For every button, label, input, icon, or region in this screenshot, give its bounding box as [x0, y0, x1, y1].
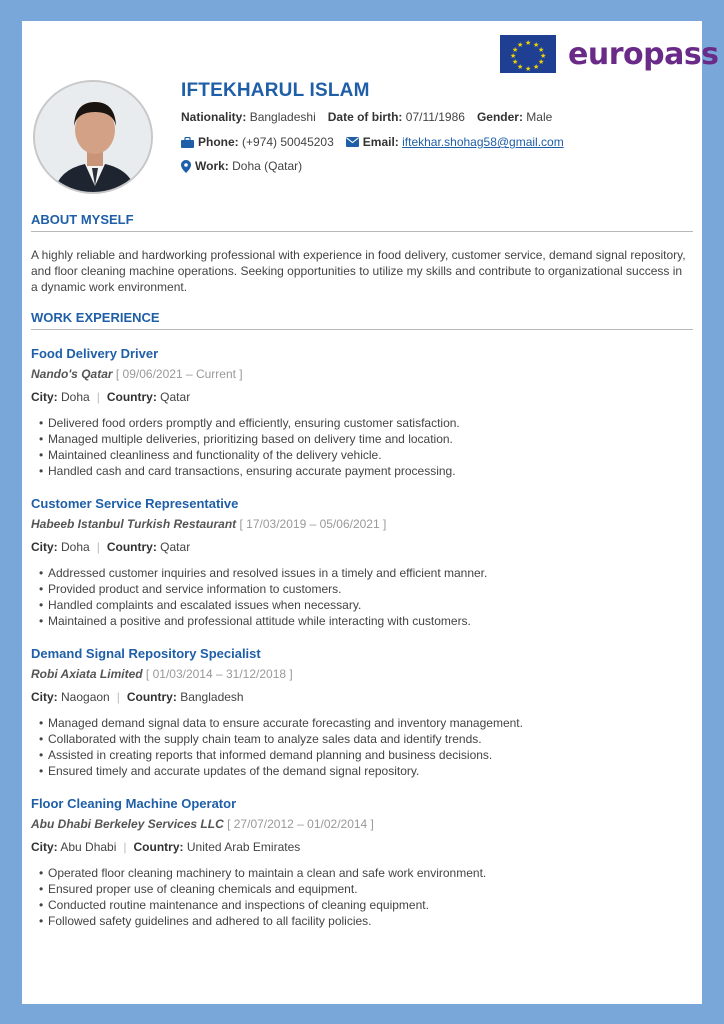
- city-label: City:: [31, 690, 58, 704]
- email-label: Email:: [362, 135, 399, 149]
- europass-logo: [500, 34, 719, 74]
- job-entry: [31, 646, 691, 779]
- work-value: Doha (Qatar): [232, 159, 303, 173]
- contact-line: [181, 135, 564, 149]
- europass-wordmark: europass: [568, 36, 719, 72]
- location-pin-icon: [181, 160, 191, 173]
- section-divider: [31, 329, 693, 330]
- job-bullet: • Ensured timely and accurate updates of the demand signal repository.: [48, 763, 691, 779]
- job-bullet: • Managed demand signal data to ensure accurate forecasting and inventory management.: [48, 715, 691, 731]
- job-bullet: • Provided product and service information to customers.: [48, 581, 691, 597]
- country-value: United Arab Emirates: [186, 840, 301, 854]
- city-label: City:: [31, 390, 58, 404]
- frame-band: [0, 942, 22, 1024]
- job-title: Food Delivery Driver: [31, 346, 159, 361]
- country-label: Country:: [126, 690, 177, 704]
- job-bullet: • Collaborated with the supply chain team to analyze sales data and identify trends.: [48, 731, 691, 747]
- country-label: Country:: [106, 540, 157, 554]
- country-value: Bangladesh: [180, 690, 244, 704]
- country-value: Qatar: [160, 540, 191, 554]
- job-bullet: • Maintained a positive and professional attitude while interacting with customers.: [48, 613, 691, 629]
- envelope-icon: [346, 137, 359, 147]
- profile-photo: [33, 80, 153, 194]
- eu-flag-icon: ★ ★ ★ ★ ★ ★ ★ ★ ★ ★ ★ ★: [500, 35, 556, 73]
- job-bullet-list: [31, 865, 691, 929]
- job-bullet: • Delivered food orders promptly and efficiently, ensuring customer satisfaction.: [48, 415, 691, 431]
- company-name: Habeeb Istanbul Turkish Restaurant: [31, 517, 237, 531]
- separator: |: [116, 690, 120, 704]
- job-company-line: [31, 367, 691, 381]
- job-location: [31, 390, 691, 404]
- job-bullet: • Managed multiple deliveries, prioritizing based on delivery time and location.: [48, 431, 691, 447]
- city-label: City:: [31, 840, 58, 854]
- company-name: Robi Axiata Limited: [31, 667, 143, 681]
- job-title: Demand Signal Repository Specialist: [31, 646, 261, 661]
- job-bullet: • Addressed customer inquiries and resolved issues in a timely and efficient manner.: [48, 565, 691, 581]
- briefcase-icon: [181, 137, 194, 148]
- email-link[interactable]: iftekhar.shohag58@gmail.com: [402, 135, 564, 149]
- about-text: A highly reliable and hardworking professional with experience in food delivery, customer service, demand signal repository, and floor cleaning machine operations. Seeking opportunities to utilize my skills and contribute to organizational success in a dynamic work environment.: [31, 248, 686, 294]
- job-company-line: [31, 667, 691, 681]
- city-value: Naogaon: [61, 690, 110, 704]
- job-bullet-list: [31, 715, 691, 779]
- work-location-line: [181, 159, 302, 173]
- job-company-line: [31, 817, 691, 831]
- country-value: Qatar: [160, 390, 191, 404]
- city-label: City:: [31, 540, 58, 554]
- work-section-title: WORK EXPERIENCE: [31, 310, 160, 325]
- person-name: IFTEKHARUL ISLAM: [181, 80, 370, 101]
- job-entry: [31, 496, 691, 629]
- section-divider: [31, 231, 693, 232]
- job-location: [31, 840, 691, 854]
- job-dates: [ 01/03/2014 – 31/12/2018 ]: [145, 667, 293, 681]
- job-entry: [31, 346, 691, 479]
- dob-label: Date of birth:: [327, 110, 403, 124]
- job-bullet: • Handled cash and card transactions, ensuring accurate payment processing.: [48, 463, 691, 479]
- job-location: [31, 540, 691, 554]
- job-bullet-list: [31, 415, 691, 479]
- job-dates: [ 09/06/2021 – Current ]: [115, 367, 243, 381]
- job-dates: [ 27/07/2012 – 01/02/2014 ]: [227, 817, 374, 831]
- job-bullet: • Followed safety guidelines and adhered to all facility policies.: [48, 913, 691, 929]
- job-entry: [31, 796, 691, 929]
- dob-value: 07/11/1986: [405, 110, 465, 124]
- job-company-line: [31, 517, 691, 531]
- job-bullet: • Handled complaints and escalated issues when necessary.: [48, 597, 691, 613]
- company-name: Nando's Qatar: [31, 367, 113, 381]
- company-name: Abu Dhabi Berkeley Services LLC: [31, 817, 224, 831]
- personal-details-line: [181, 110, 552, 124]
- job-bullet: • Operated floor cleaning machinery to maintain a clean and safe work environment.: [48, 865, 691, 881]
- job-dates: [ 17/03/2019 – 05/06/2021 ]: [239, 517, 387, 531]
- frame-band: [0, 0, 22, 82]
- gender-label: Gender:: [476, 110, 523, 124]
- nationality-label: Nationality:: [181, 110, 247, 124]
- job-location: [31, 690, 691, 704]
- city-value: Doha: [61, 540, 90, 554]
- job-bullet: • Assisted in creating reports that informed demand planning and business decisions.: [48, 747, 691, 763]
- job-bullet: • Maintained cleanliness and functionality of the delivery vehicle.: [48, 447, 691, 463]
- job-bullet: • Ensured proper use of cleaning chemicals and equipment.: [48, 881, 691, 897]
- nationality-value: Bangladeshi: [249, 110, 316, 124]
- gender-value: Male: [526, 110, 553, 124]
- frame-band: [702, 942, 724, 1024]
- phone-value: (+974) 50045203: [242, 135, 334, 149]
- city-value: Doha: [61, 390, 90, 404]
- separator: |: [96, 540, 100, 554]
- job-bullet: • Conducted routine maintenance and inspections of cleaning equipment.: [48, 897, 691, 913]
- separator: |: [123, 840, 127, 854]
- about-section-title: ABOUT MYSELF: [31, 212, 134, 227]
- job-bullet-list: [31, 565, 691, 629]
- phone-label: Phone:: [198, 135, 239, 149]
- work-label: Work:: [195, 159, 229, 173]
- country-label: Country:: [106, 390, 157, 404]
- job-title: Customer Service Representative: [31, 496, 239, 511]
- country-label: Country:: [133, 840, 184, 854]
- city-value: Abu Dhabi: [60, 840, 117, 854]
- separator: |: [96, 390, 100, 404]
- job-title: Floor Cleaning Machine Operator: [31, 796, 237, 811]
